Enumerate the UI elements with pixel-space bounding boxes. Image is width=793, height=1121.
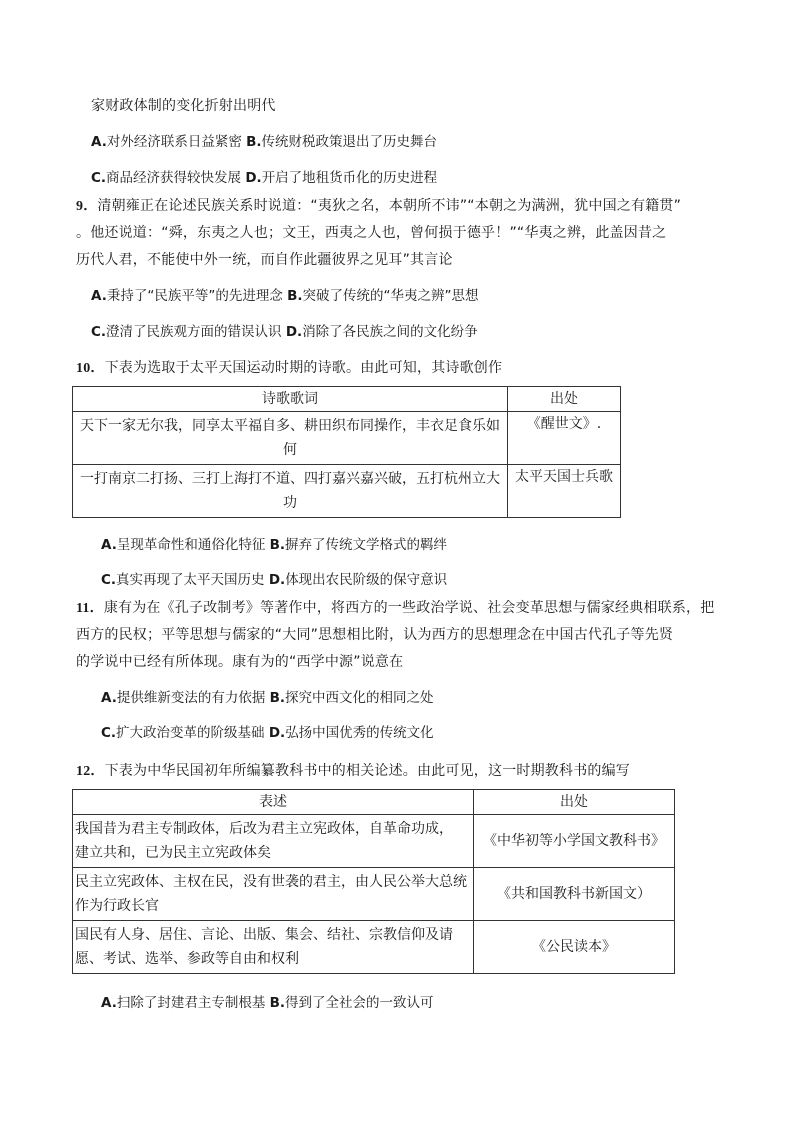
option-a-label: A. xyxy=(101,537,117,553)
question-10-stem xyxy=(76,358,502,379)
table-row xyxy=(73,465,621,518)
table-row xyxy=(73,412,621,465)
lyric-line: 天下一家无尔我，同享太平福自多、耕田织布同操作，丰衣足食乐如 xyxy=(80,418,500,434)
question-12-number: 12． xyxy=(76,764,105,779)
table-cell-lyrics xyxy=(73,412,508,465)
table-row xyxy=(73,921,675,974)
question-10-table xyxy=(72,386,621,518)
question-9-stem-1: 清朝雍正在论述民族关系时说道：“夷狄之名，本朝所不讳”“本朝之为满洲，犹中国之有籍贯” xyxy=(97,198,682,214)
option-b-text: 传统财税政策退出了历史舞台 xyxy=(261,134,438,150)
lyric-line: 功 xyxy=(283,495,297,511)
table-cell-source: 太平天国士兵歌 xyxy=(508,465,621,518)
option-c-label: C. xyxy=(91,324,107,340)
option-d-label: D. xyxy=(268,725,286,741)
question-10-number: 10． xyxy=(76,361,105,376)
question-10-options-cd[interactable] xyxy=(101,570,447,590)
question-12-stem xyxy=(76,761,630,782)
question-11-number: 11． xyxy=(76,601,104,616)
question-9-line-3: 历代人君，不能使中外一统，而自作此疆彼界之见耳”其言论 xyxy=(76,252,453,268)
question-9-line-1 xyxy=(76,196,681,217)
option-b-label: B. xyxy=(269,537,286,553)
option-b-label: B. xyxy=(287,288,303,304)
option-c-text: 真实再现了太平天国历史 xyxy=(116,572,265,588)
question-9-line-2: 。他还说道：“舜，东夷之人也；文王，西夷之人也，曾何损于德乎！”“华夷之辨，此盖因昔之 xyxy=(76,225,667,241)
statement-line: 我国昔为君主专制政体，后改为君主立宪政体，自革命功成， xyxy=(75,821,453,837)
question-8-options-ab[interactable] xyxy=(91,132,437,152)
question-11-options-cd[interactable] xyxy=(101,723,434,743)
table-row xyxy=(73,868,675,921)
question-10-stem-text: 下表为选取于太平天国运动时期的诗歌。由此可知，其诗歌创作 xyxy=(104,360,503,376)
table-cell-source: 《醒世文》. xyxy=(508,412,621,465)
option-a-text: 呈现革命性和通俗化特征 xyxy=(116,537,266,553)
table-header-source: 出处 xyxy=(508,387,621,412)
option-a-text: 秉持了“民族平等”的先进理念 xyxy=(106,288,283,304)
table-cell-lyrics xyxy=(73,465,508,518)
option-b-text: 摒弃了传统文学格式的羁绊 xyxy=(285,537,448,553)
question-9-options-ab[interactable] xyxy=(91,286,479,306)
option-c-text: 澄清了民族观方面的错误认识 xyxy=(106,324,282,340)
question-11-line-2: 西方的民权；平等思想与儒家的“大同”思想相比附，认为西方的思想理念在中国古代孔子等先贤 xyxy=(76,627,674,643)
table-header-lyrics: 诗歌歌词 xyxy=(73,387,508,412)
question-12-stem-text: 下表为中华民国初年所编纂教科书中的相关论述。由此可见，这一时期教科书的编写 xyxy=(104,763,631,779)
question-8-options-cd[interactable] xyxy=(91,168,437,188)
option-c-label: C. xyxy=(101,725,117,741)
option-a-text: 提供维新变法的有力依据 xyxy=(116,690,266,706)
table-header-source: 出处 xyxy=(474,790,675,815)
option-c-label: C. xyxy=(91,170,107,186)
option-b-text: 突破了传统的“华夷之辨”思想 xyxy=(302,288,479,304)
option-d-text: 体现出农民阶级的保守意识 xyxy=(285,572,448,588)
option-a-text: 扫除了封建君主专制根基 xyxy=(116,995,266,1011)
question-9-options-cd[interactable] xyxy=(91,322,478,342)
option-c-label: C. xyxy=(101,572,117,588)
option-c-text: 商品经济获得较快发展 xyxy=(106,170,242,186)
statement-line: 愿、考试、选举、参政等自由和权利 xyxy=(75,951,299,967)
question-12-table xyxy=(72,789,675,974)
table-cell-statement xyxy=(73,921,474,974)
option-b-label: B. xyxy=(269,995,286,1011)
option-a-label: A. xyxy=(101,690,117,706)
option-b-label: B. xyxy=(246,134,262,150)
option-d-label: D. xyxy=(285,324,303,340)
question-11-line-3: 的学说中已经有所体现。康有为的“西学中源”说意在 xyxy=(76,654,404,670)
table-cell-source: 《中华初等小学国文教科书》 xyxy=(474,815,675,868)
question-12-options-ab[interactable] xyxy=(101,993,434,1013)
lyric-line: 何 xyxy=(283,442,297,458)
question-11-stem-1: 康有为在《孔子改制考》等著作中，将西方的一些政治学说、社会变革思想与儒家经典相联系，把 xyxy=(103,600,715,616)
option-d-text: 消除了各民族之间的文化纷争 xyxy=(302,324,478,340)
statement-line: 国民有人身、居住、言论、出版、集会、结社、宗教信仰及请 xyxy=(75,927,453,943)
option-d-text: 开启了地租货币化的历史进程 xyxy=(261,170,438,186)
question-9-number: 9． xyxy=(76,199,98,214)
table-cell-statement xyxy=(73,815,474,868)
option-d-label: D. xyxy=(268,572,286,588)
option-b-text: 得到了全社会的一致认可 xyxy=(285,995,434,1011)
question-11-line-1 xyxy=(76,598,714,619)
option-a-text: 对外经济联系日益紧密 xyxy=(106,134,242,150)
question-10-options-ab[interactable] xyxy=(101,535,447,555)
option-a-label: A. xyxy=(91,288,107,304)
statement-line: 民主立宪政体、主权在民，没有世袭的君主，由人民公举大总统 xyxy=(75,874,467,890)
question-11-options-ab[interactable] xyxy=(101,688,434,708)
table-header-row xyxy=(73,790,675,815)
table-cell-statement xyxy=(73,868,474,921)
lyric-line: 一打南京二打扬、三打上海打不道、四打嘉兴嘉兴破，五打杭州立大 xyxy=(80,471,500,487)
question-8-stem-tail: 家财政体制的变化折射出明代 xyxy=(91,98,276,114)
statement-line: 建立共和，已为民主立宪政体矣 xyxy=(75,845,271,861)
table-header-row xyxy=(73,387,621,412)
option-d-label: D. xyxy=(245,170,262,186)
option-d-text: 弘扬中国优秀的传统文化 xyxy=(285,725,434,741)
option-c-text: 扩大政治变革的阶级基础 xyxy=(116,725,265,741)
option-a-label: A. xyxy=(91,134,107,150)
option-a-label: A. xyxy=(101,995,117,1011)
table-header-statement: 表述 xyxy=(73,790,474,815)
table-row xyxy=(73,815,675,868)
table-cell-source: 《共和国教科书新国文） xyxy=(474,868,675,921)
option-b-text: 探究中西文化的相同之处 xyxy=(285,690,434,706)
table-cell-source: 《公民读本》 xyxy=(474,921,675,974)
statement-line: 作为行政长官 xyxy=(75,898,159,914)
option-b-label: B. xyxy=(269,690,286,706)
